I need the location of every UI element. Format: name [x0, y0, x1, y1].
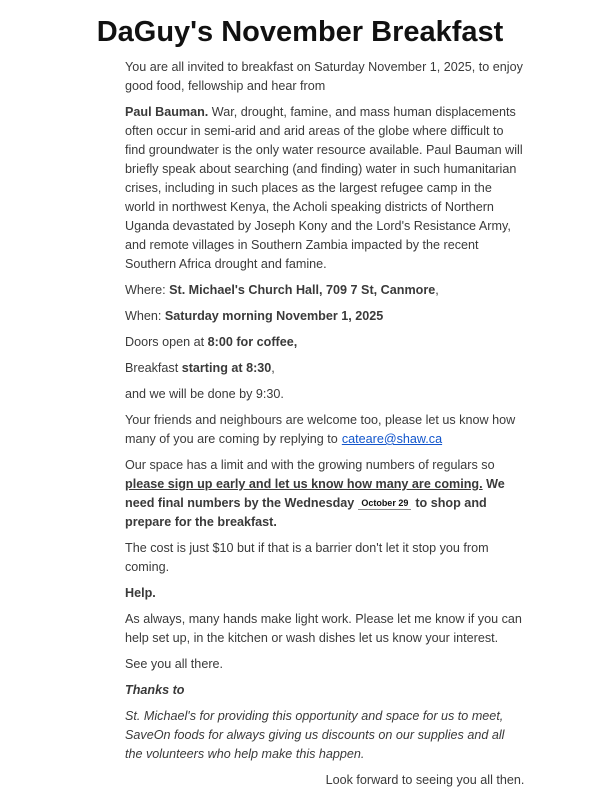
space-prefix: Our space has a limit and with the growing numbers of regulars so: [125, 458, 495, 472]
breakfast-line: [125, 359, 525, 378]
help-heading: [125, 584, 525, 603]
thanks-heading-text: Thanks to: [125, 683, 185, 697]
invitation-body: [125, 58, 525, 797]
space-signup: please sign up early and let us know how many are coming.: [125, 477, 483, 491]
friends-paragraph: [125, 411, 525, 449]
space-deadline-end: to shop and prepare for the breakfast.: [125, 496, 487, 529]
deadline-date: October 29: [358, 497, 411, 510]
page-title: DaGuy's November Breakfast: [96, 16, 504, 48]
where-label: Where:: [125, 283, 170, 297]
when-label: When:: [125, 309, 165, 323]
intro-paragraph: You are all invited to breakfast on Saturday November 1, 2025, to enjoy good food, fellowship and hear from: [125, 60, 523, 93]
space-paragraph: [125, 456, 525, 532]
see-you-line: See you all there.: [125, 657, 224, 671]
friends-text: Your friends and neighbours are welcome too, please let us know how many of you are coming by replying to: [125, 413, 516, 446]
email-link[interactable]: cateare@shaw.ca: [341, 432, 443, 446]
space-deadline-text: We need final numbers by the Wednesday: [125, 477, 505, 510]
done-line: and we will be done by 9:30.: [125, 387, 284, 401]
where-value: St. Michael's Church Hall, 709 7 St, Canmore: [169, 283, 436, 297]
thanks-paragraph: [125, 707, 525, 764]
where-line: [125, 281, 525, 300]
thanks-heading: [125, 681, 525, 700]
speaker-bio: War, drought, famine, and mass human displacements often occur in semi-arid and arid areas of the globe where difficult to find groundwater is the only water resource available. Paul Bauman will briefly speak about searching (and finding) water in such humanitarian crises, including in such places as the largest refugee camp in the world in northwest Kenya, the Acholi speaking districts of Northern Uganda devastated by Joseph Kony and the Lord's Resistance Army, and remote villages in Southern Zambia impacted by the recent Southern Africa drought and famine.: [125, 105, 523, 271]
when-line: [125, 307, 525, 326]
where-suffix: ,: [435, 283, 439, 297]
closing-line: Look forward to seeing you all then.: [325, 773, 525, 787]
when-value: Saturday morning November 1, 2025: [164, 309, 384, 323]
doors-line: [125, 333, 525, 352]
thanks-text: St. Michael's for providing this opportunity and space for us to meet, SaveOn foods for always giving us discounts on our supplies and all the volunteers who help make this happen.: [125, 709, 505, 761]
breakfast-suffix: ,: [271, 361, 275, 375]
doors-prefix: Doors open at: [125, 335, 208, 349]
help-paragraph: As always, many hands make light work. Please let me know if you can help set up, in the kitchen or wash dishes let us know your interest.: [125, 612, 522, 645]
breakfast-prefix: Breakfast: [125, 361, 182, 375]
speaker-name: Paul Bauman.: [125, 105, 209, 119]
cost-paragraph: The cost is just $10 but if that is a barrier don't let it stop you from coming.: [125, 541, 489, 574]
doors-value: 8:00 for coffee,: [207, 335, 298, 349]
speaker-paragraph: [125, 103, 525, 274]
breakfast-value: starting at 8:30: [181, 361, 272, 375]
help-heading-text: Help.: [125, 586, 156, 600]
